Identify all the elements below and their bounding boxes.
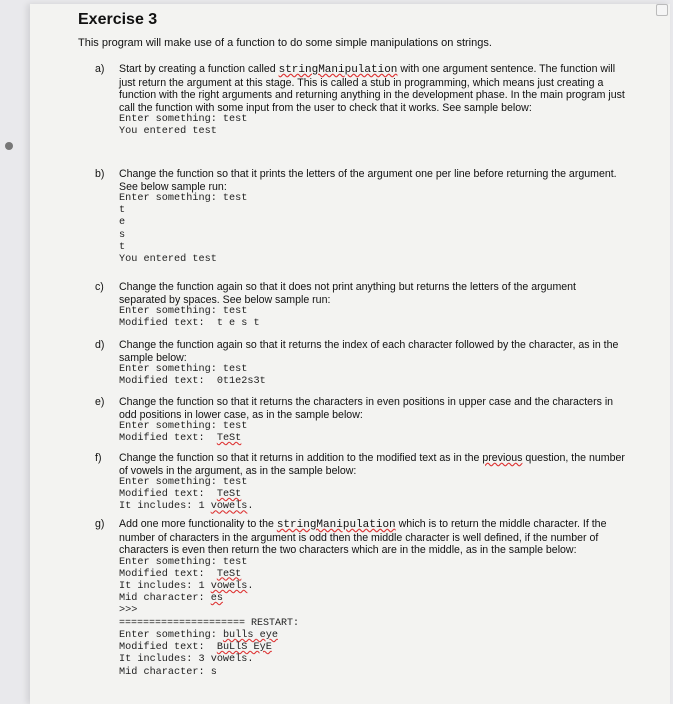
item-g-code-6	[119, 642, 625, 654]
item-c	[95, 281, 625, 330]
item-b-code-3: e	[119, 217, 126, 229]
item-f-code-1: Enter something: test	[119, 477, 248, 488]
item-g-code-suffix3: .	[247, 580, 254, 592]
item-d-code-2: Modified text: 0t1e2s3t	[119, 376, 266, 388]
item-a-text-before: Start by creating a function called	[119, 63, 279, 75]
item-g-code-value4: es	[210, 593, 223, 605]
item-d-text: Change the function again so that it returns the index of each character followed by the character, as in the sample below:	[119, 339, 619, 364]
item-b-code-6: You entered test	[119, 254, 217, 266]
item-c-label: c)	[95, 281, 104, 293]
item-g-code-prefix5: Enter something:	[119, 630, 223, 642]
item-e-label: e)	[95, 396, 105, 408]
item-g-code-3	[119, 581, 625, 593]
item-g	[95, 518, 625, 679]
item-e-code-value: TeSt	[216, 433, 242, 445]
item-f-code-value2: TeSt	[216, 489, 242, 501]
function-name-2: stringManipulation	[276, 519, 396, 531]
corner-box	[656, 4, 668, 16]
item-b	[95, 168, 625, 266]
item-f-text-sq: previous	[482, 452, 523, 464]
item-g-code-value5: bulls eye	[222, 630, 278, 642]
item-e	[95, 396, 625, 445]
item-a	[95, 63, 625, 138]
item-e-text: Change the function so that it returns the characters in even positions in upper case and the characters in odd positions in lower case, as in the sample below:	[119, 396, 614, 421]
item-a-code-1: Enter something: test	[119, 114, 248, 125]
item-f	[95, 452, 625, 514]
item-c-code-2: Modified text: t e s t	[119, 318, 260, 330]
item-g-code-value2: TeSt	[216, 568, 242, 580]
item-g-text-before: Add one more functionality to the	[119, 518, 277, 530]
item-g-code-prefix2: Modified text:	[119, 568, 217, 580]
item-f-code-3	[119, 501, 625, 513]
item-a-code-2: You entered test	[119, 126, 217, 138]
item-d-code-1: Enter something: test	[119, 364, 248, 375]
item-g-code-7: It includes: 3 vowels.	[119, 654, 254, 666]
item-g-code-prefix4: Mid character:	[119, 593, 211, 605]
item-b-label: b)	[95, 168, 105, 180]
item-b-code-4: s	[119, 229, 126, 241]
item-g-code-prefix3: It includes: 1	[119, 580, 211, 592]
item-c-text: Change the function again so that it does not print anything but returns the letters of the argument separated by spaces. See below sample run:	[119, 281, 577, 306]
item-c-code-1: Enter something: test	[119, 306, 248, 317]
item-e-code-1: Enter something: test	[119, 421, 248, 432]
item-g-label: g)	[95, 518, 105, 530]
item-g-code-1: Enter something: test	[119, 556, 248, 568]
restart-banner: ===================== RESTART:	[119, 617, 300, 629]
item-f-code-prefix3: It includes: 1	[119, 501, 211, 513]
item-f-text-after: question, the number of vowels in the argument, as in the sample below:	[119, 452, 625, 477]
item-f-label: f)	[95, 452, 102, 464]
item-g-code-8: Mid character: s	[119, 666, 217, 678]
exercise-title: Exercise 3	[78, 11, 158, 28]
item-e-code-2	[119, 433, 625, 445]
intro-text: This program will make use of a function to do some simple manipulations on strings.	[78, 37, 492, 49]
item-d	[95, 339, 625, 388]
item-g-code-value3: vowels	[210, 580, 248, 592]
item-b-code-5: t	[119, 241, 126, 253]
item-e-code-prefix: Modified text:	[119, 433, 217, 445]
item-b-text: Change the function so that it prints the letters of the argument one per line before returning the argument. See below sample run:	[119, 168, 617, 193]
item-g-text-after: which is to return the middle character. If the number of characters in the argument is odd then the middle character is well defined, if the number of characters is even then return the two characters which are in the middle, as in the sample below:	[119, 518, 607, 556]
item-g-code-value6: BuLlS EyE	[216, 642, 272, 654]
python-prompt: >>>	[119, 605, 138, 617]
item-g-code-5	[119, 630, 625, 642]
item-a-label: a)	[95, 63, 105, 75]
item-g-code-2	[119, 569, 625, 581]
item-d-label: d)	[95, 339, 105, 351]
item-f-code-value3: vowels	[210, 501, 248, 513]
function-name: stringManipulation	[278, 64, 398, 76]
item-f-code-2	[119, 489, 625, 501]
item-g-code-4	[119, 593, 625, 605]
item-f-text-before: Change the function so that it returns in addition to the modified text as in the	[119, 452, 483, 464]
item-a-text-after: with one argument sentence. The function will just return the argument at this stage. This is called a stub in programming, which means just creating a function with the right arguments and returning anything in the development phase. In the main program just call the function with some input from the user to check that it works. See sample below:	[119, 63, 625, 114]
item-f-code-suffix3: .	[247, 501, 254, 513]
item-b-code-2: t	[119, 205, 126, 217]
item-b-code-1: Enter something: test	[119, 193, 248, 204]
item-g-code-prefix6: Modified text:	[119, 642, 217, 654]
item-f-code-prefix2: Modified text:	[119, 489, 217, 501]
bullet-dot-icon	[5, 142, 13, 150]
